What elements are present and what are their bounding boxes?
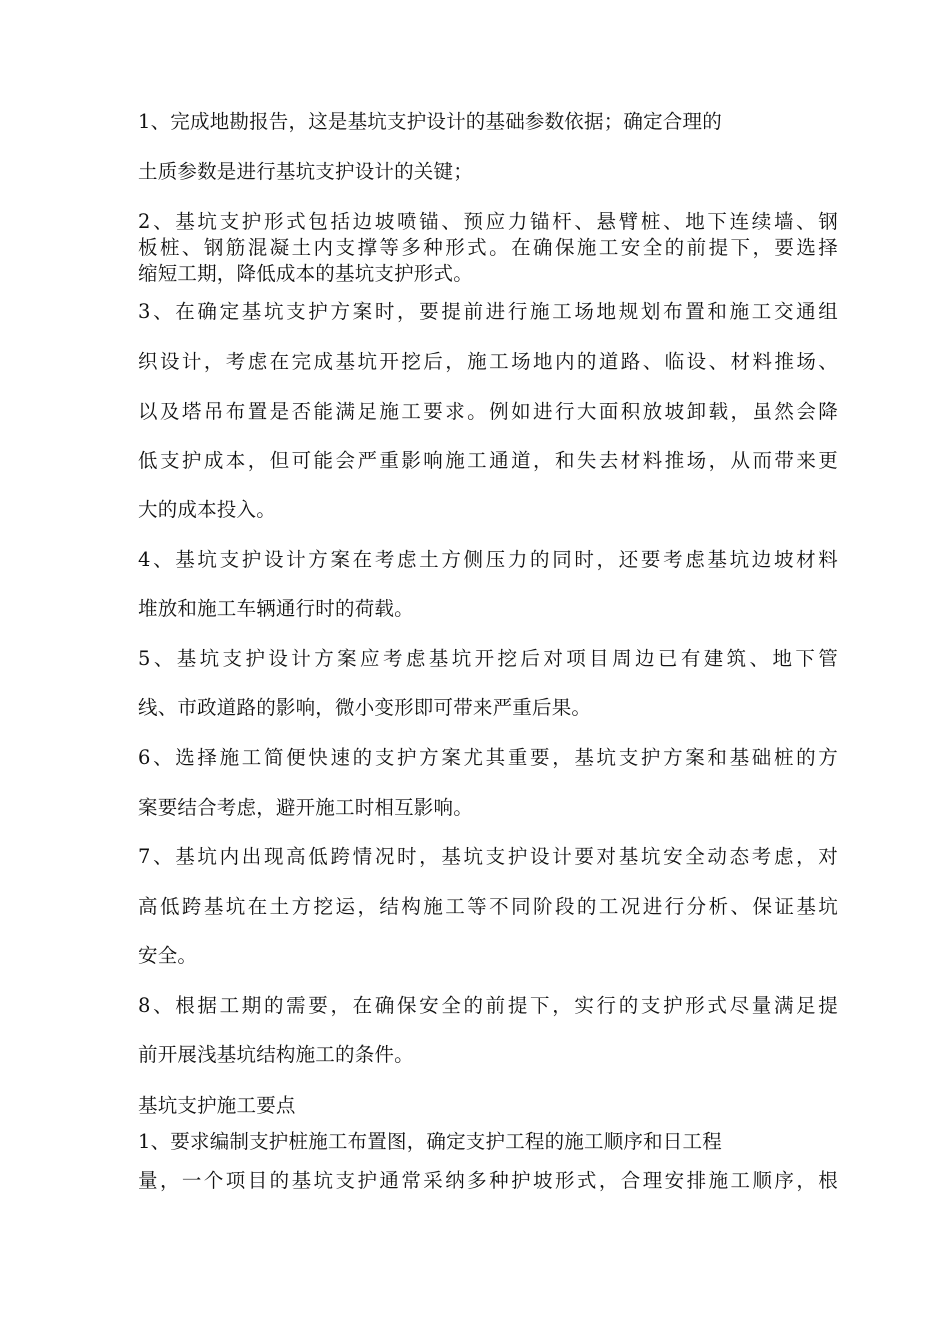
text-line: 8、根据工期的需要，在确保安全的前提下，实行的支护形式尽量满足提: [138, 994, 838, 1017]
text-line: 堆放和施工车辆通行时的荷载。: [138, 597, 414, 620]
text-line: 以及塔吊布置是否能满足施工要求。例如进行大面积放坡卸载，虽然会降: [138, 400, 838, 423]
text-line: 3、在确定基坑支护方案时，要提前进行施工场地规划布置和施工交通组: [138, 300, 838, 323]
text-line: 板桩、钢筋混凝土内支撑等多种形式。在确保施工安全的前提下，要选择: [138, 236, 838, 259]
text-line: 前开展浅基坑结构施工的条件。: [138, 1043, 414, 1066]
text-line: 线、市政道路的影响，微小变形即可带来严重后果。: [138, 696, 592, 719]
text-line: 4、基坑支护设计方案在考虑土方侧压力的同时，还要考虑基坑边坡材料: [138, 548, 838, 571]
section-heading: 基坑支护施工要点: [138, 1094, 296, 1117]
text-line: 缩短工期，降低成本的基坑支护形式。: [138, 262, 473, 285]
text-line: 7、基坑内出现高低跨情况时，基坑支护设计要对基坑安全动态考虑，对: [138, 845, 838, 868]
text-line: 安全。: [138, 944, 198, 967]
text-line: 5、基坑支护设计方案应考虑基坑开挖后对项目周边已有建筑、地下管: [138, 647, 838, 670]
text-line: 量，一个项目的基坑支护通常采纳多种护坡形式，合理安排施工顺序，根: [138, 1169, 838, 1192]
text-line: 案要结合考虑，避开施工时相互影响。: [138, 796, 473, 819]
text-line: 土质参数是进行基坑支护设计的关键；: [138, 160, 473, 183]
text-line: 大的成本投入。: [138, 498, 276, 521]
text-line: 6、选择施工简便快速的支护方案尤其重要，基坑支护方案和基础桩的方: [138, 746, 838, 769]
text-line: 1、要求编制支护桩施工布置图，确定支护工程的施工顺序和日工程: [138, 1130, 722, 1153]
text-line: 2、基坑支护形式包括边坡喷锚、预应力锚杆、悬臂桩、地下连续墙、钢: [138, 210, 838, 233]
text-line: 高低跨基坑在土方挖运，结构施工等不同阶段的工况进行分析、保证基坑: [138, 895, 838, 918]
text-line: 低支护成本，但可能会严重影响施工通道，和失去材料推场，从而带来更: [138, 449, 838, 472]
text-line: 织设计，考虑在完成基坑开挖后，施工场地内的道路、临设、材料推场、: [138, 350, 838, 373]
text-line: 1、完成地勘报告，这是基坑支护设计的基础参数依据；确定合理的: [138, 110, 722, 133]
